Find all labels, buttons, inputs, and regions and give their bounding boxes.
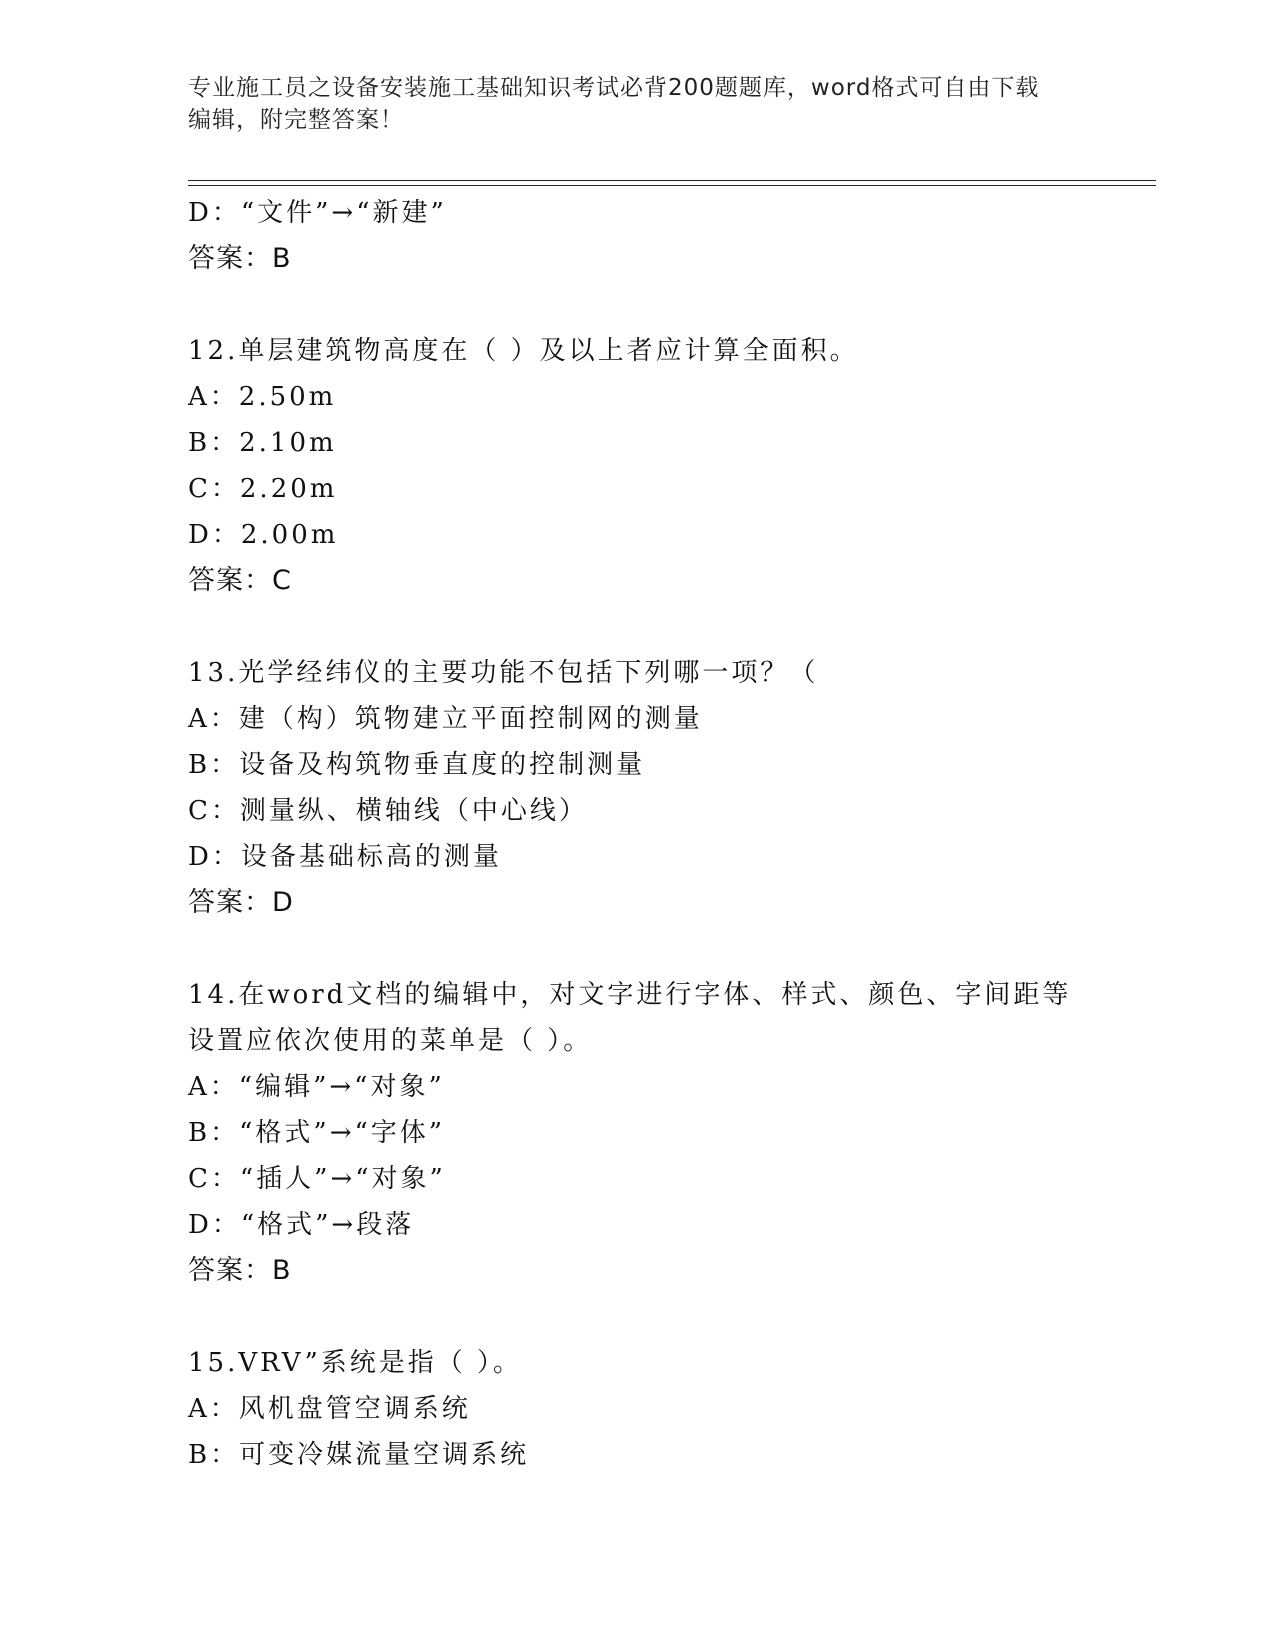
question-11-tail	[188, 190, 1148, 282]
option-b: B：2.10m	[188, 428, 337, 458]
option-b: B：设备及构筑物垂直度的控制测量	[188, 750, 646, 780]
header-line-1: 专业施工员之设备安装施工基础知识考试必背200题题库，word格式可自由下载	[188, 75, 1040, 101]
question-14	[188, 972, 1148, 1294]
header-divider-bottom	[188, 185, 1156, 186]
document-header	[188, 72, 1088, 136]
option-c: C：2.20m	[188, 474, 338, 504]
option-a: A：建（构）筑物建立平面控制网的测量	[188, 704, 703, 734]
question-stem-line-1: 14.在word文档的编辑中，对文字进行字体、样式、颜色、字间距等	[188, 980, 1072, 1010]
question-12	[188, 328, 1148, 604]
answer-line: 答案：D	[188, 887, 294, 918]
option-c: C：“插人”→“对象”	[188, 1164, 446, 1194]
spacer	[188, 604, 1148, 650]
option-d: D：“格式”→段落	[188, 1210, 415, 1240]
question-stem: 15.VRV”系统是指（ ）。	[188, 1348, 523, 1378]
option-d: D：2.00m	[188, 520, 339, 550]
header-line-2: 编辑，附完整答案！	[188, 107, 404, 133]
spacer	[188, 282, 1148, 328]
option-d: D：设备基础标高的测量	[188, 842, 502, 872]
option-b: B：可变冷媒流量空调系统	[188, 1440, 530, 1470]
option-a: A：2.50m	[188, 382, 337, 412]
answer-line: 答案：B	[188, 243, 292, 274]
answer-line: 答案：B	[188, 1255, 292, 1286]
option-a: A：“编辑”→“对象”	[188, 1072, 445, 1102]
option-d: D：“文件”→“新建”	[188, 198, 447, 228]
spacer	[188, 1294, 1148, 1340]
option-a: A：风机盘管空调系统	[188, 1394, 471, 1424]
header-divider-top	[188, 180, 1156, 181]
question-stem: 12.单层建筑物高度在（ ）及以上者应计算全面积。	[188, 336, 859, 366]
spacer	[188, 926, 1148, 972]
document-body	[188, 190, 1148, 1478]
answer-line: 答案：C	[188, 565, 292, 596]
option-b: B：“格式”→“字体”	[188, 1118, 446, 1148]
question-15	[188, 1340, 1148, 1478]
option-c: C：测量纵、横轴线（中心线）	[188, 796, 588, 826]
question-stem-line-2: 设置应依次使用的菜单是（ ）。	[188, 1026, 593, 1056]
question-13	[188, 650, 1148, 926]
question-stem: 13.光学经纬仪的主要功能不包括下列哪一项？（	[188, 658, 819, 688]
